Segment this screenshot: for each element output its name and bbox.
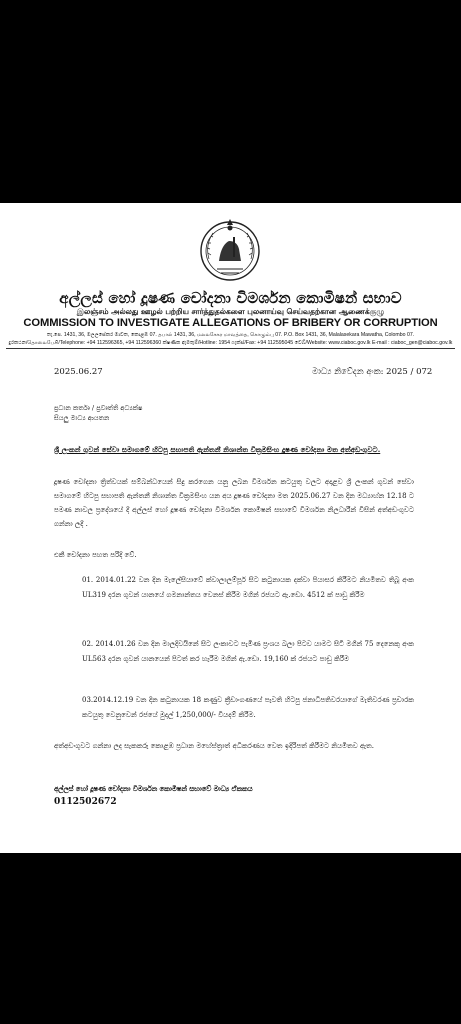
media-unit-phone: 0112502672 xyxy=(54,797,117,807)
release-reference-number: මාධ්‍ය නිවේදන අංක: 2025 / 072 xyxy=(312,367,433,377)
press-release-document xyxy=(0,203,461,853)
recipient-line-2: සියලු මාධ්‍ය ආයතන xyxy=(54,414,110,422)
release-subject: ශ්‍රී ලංකන් ගුවන් සේවා සමාගමේ හිටපු සභාපති ඇන්තනී නිශාන්ත වික්‍රමසිංහ දූෂණ චෝදනා මත අත්අඩංගුවට. xyxy=(54,445,381,454)
recipient-line-1: ප්‍රධාන කර්තෘ / ප්‍රවෘත්ති අධ්‍යක්ෂ xyxy=(54,404,143,412)
sri-lanka-emblem-icon xyxy=(197,215,263,283)
body-paragraph-2: එකී චෝදනා පහත පරිදි වේ. xyxy=(54,551,137,559)
commission-name-english: COMMISSION TO INVESTIGATE ALLEGATIONS OF BRIBERY OR CORRUPTION xyxy=(23,317,438,329)
body-paragraph-3: අත්අඩංගුවට ගන්නා ලද සැකකරු කොළඹ ප්‍රධාන මහේස්ත්‍රාත් අධිකරණය වෙත ඉදිරිපත් කිරීමට නියමිතව ඇත. xyxy=(54,742,374,750)
commission-name-tamil: இலஞ்சம் அல்லது ஊழல் பற்றிய சார்த்துதல்களை புலனாய்வு செய்வதற்கான ஆணைக்குழு xyxy=(76,307,385,316)
letterhead-divider xyxy=(6,348,455,349)
contact-details: දුරකථන/தொலைபேசி/Telephone: +94 112596365, +94 112596360 ක්ෂණික ඇමතුම්/Hotline: 1954 ෆැක්ස්/Fax: +94 112595045 වෙබ්/Website: www.ciaboc.gov.lk E-mail : ciaboc_gen@ciaboc.gov.lk xyxy=(8,340,453,346)
allegation-item-2: 02. 2014.01.26 වන දින මාලදිවයිනේ සිට ලංකාවට පැමිණ ප්‍රංශය බලා පිටව යාමට සිටි මගීන් 75 දෙනෙකු අංක UL563 දරන ගුවන් යානයෙන් පිටත් කර හැරීම මගින් ඇ.ඩො. 19,160 ක් රජයට පාඩු කිරීම xyxy=(82,640,414,663)
issuing-unit: අල්ලස් හෝ දූෂණ චෝදනා විමර්ශන කොමිෂන් සභාවේ මාධ්‍ය ඒකකය xyxy=(54,785,253,793)
allegation-item-1: 01. 2014.01.22 වන දින මැලේසියාවේ ක්වාලාලම්පූර් සිට කටුනායක දක්වා පියාසර කිරීමට නියමිතව තිබූ අංක UL319 දරන ගුවන් යානයේ ගමනාන්තය වෙනස් කිරීම මගින් රජයට ඇ.ඩො. 4512 ක් පාඩු කිරීම xyxy=(82,576,414,599)
release-date: 2025.06.27 xyxy=(54,367,103,377)
allegation-item-3: 03.2014.12.19 වන දින කටුනායක 18 කණුව ක්‍රීඩාංගණයේ පැවති හිටපු ජනාධිපතිවරයාගේ මැතිවරණ ප්‍රචාරක කටයුතු වෙනුවෙන් රජයේ මුදල් 1,250,000/- වියදම් කිරීම. xyxy=(82,696,414,719)
commission-name-sinhala: අල්ලස් හෝ දූෂණ චෝදනා විමර්ශන කොමිෂන් සභාව xyxy=(59,289,402,307)
postal-address: තැ.පෙ. 1431, 36, මලලසේකර මාවත, කොළඹ 07. தபால் 1431, 36, மலலசேகர மாவத்தை, கொழும்பு 07. P.O. Box 1431, 36, Malalasekara Mawatha, Colombo 07. xyxy=(46,332,415,338)
body-paragraph-1: දූෂණ චෝදනා ත්‍රිත්වයක් සම්බන්ධයෙන් සිදු කරගෙන යනු ලබන විමර්ශන කටයුතු වලට අදාළව ශ්‍රී ලංකන් ගුවන් සේවා සමාගමේ හිටපු සභාපති ඇන්තනී නිශාන්ත වික්‍රමසිංහ යන අය දූෂණ චෝදනා මත 2025.06.27 වන දින මධ්‍යාහ්න 12.18 ට පමණ නාවල ප්‍රදේශයේ දී අල්ලස් හෝ දූෂණ චෝදනා විමර්ශන කොමිෂන් සභාවේ විමර්ශන නිලධාරීන් විසින් අත්අඩංගුවට ගන්නා ලදී . xyxy=(54,478,414,528)
